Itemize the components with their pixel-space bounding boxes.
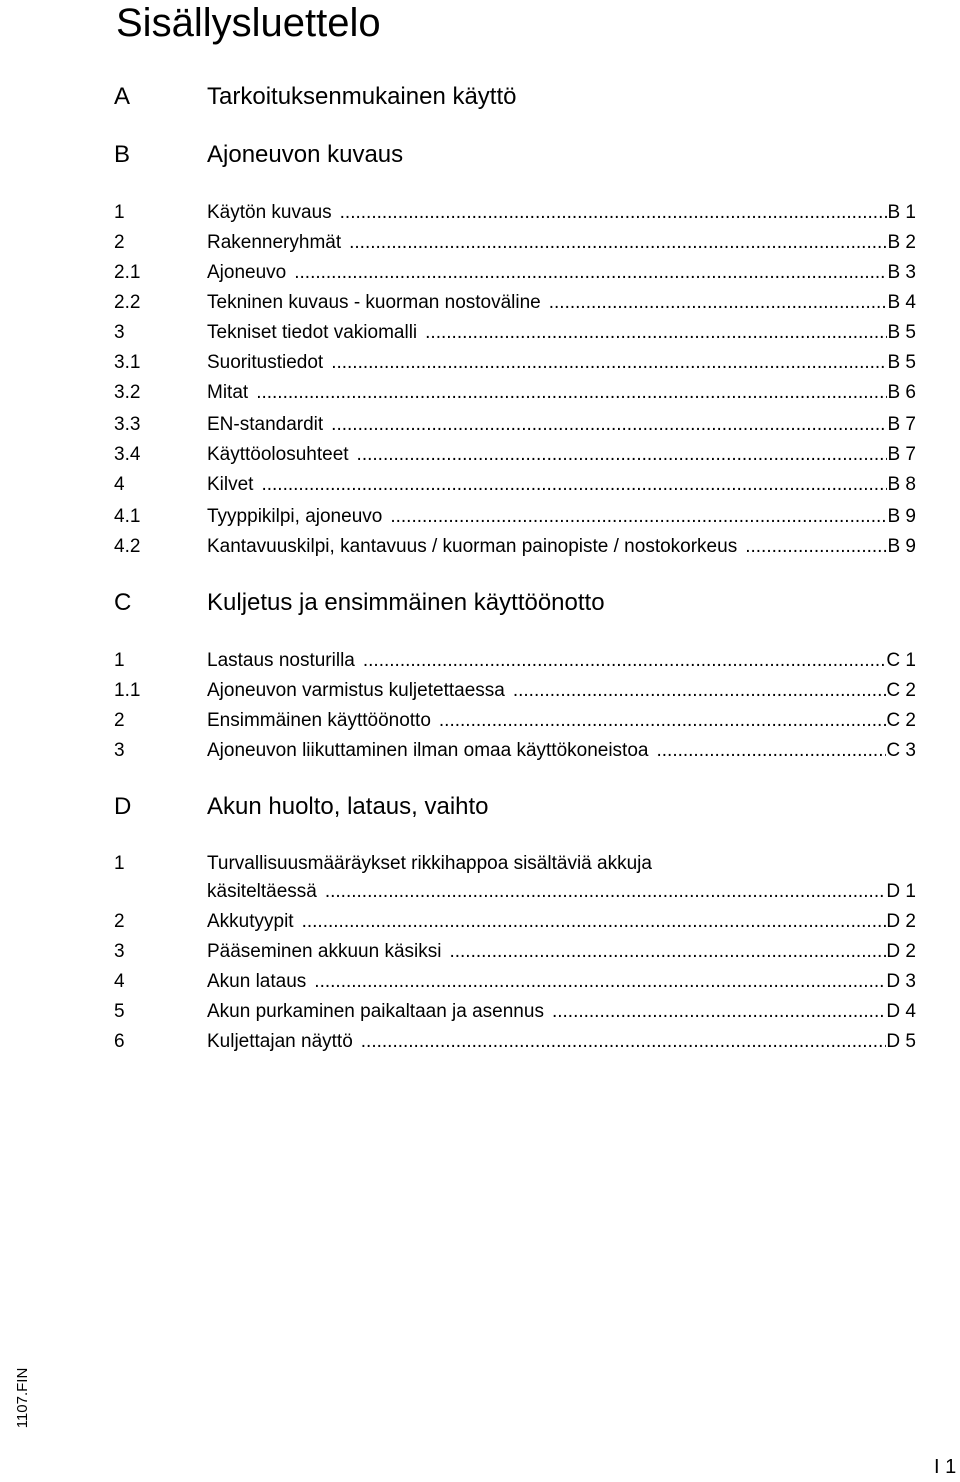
dot-leader xyxy=(737,532,887,562)
entry-label: Käytön kuvaus xyxy=(207,202,332,223)
entry-number: 2.2 xyxy=(114,292,141,313)
entry-page: B 9 xyxy=(887,506,916,527)
entry-label: Tekninen kuvaus - kuorman nostoväline xyxy=(207,292,541,313)
entry-page: C 1 xyxy=(886,650,916,671)
entry-label: Mitat xyxy=(207,382,249,403)
toc-entry[interactable] xyxy=(114,288,916,318)
toc-entry[interactable] xyxy=(114,440,916,470)
toc-entry[interactable] xyxy=(114,967,916,997)
entry-number: 3 xyxy=(114,941,125,962)
entry-number: 4.1 xyxy=(114,506,141,527)
section-b-heading xyxy=(114,140,916,170)
dot-leader xyxy=(306,967,886,997)
section-title: Kuljetus ja ensimmäinen käyttöönotto xyxy=(207,589,605,616)
toc-entry[interactable] xyxy=(114,502,916,532)
dot-leader xyxy=(417,318,887,348)
entry-number: 3 xyxy=(114,322,125,343)
entry-number: 3.3 xyxy=(114,414,141,435)
page-title: Sisällysluettelo xyxy=(116,1,381,45)
toc-entry[interactable] xyxy=(114,907,916,937)
entry-number: 2.1 xyxy=(114,262,141,283)
section-letter: C xyxy=(114,589,132,616)
entry-label: Kuljettajan näyttö xyxy=(207,1031,353,1052)
entry-number: 4.2 xyxy=(114,536,141,557)
dot-leader xyxy=(431,706,887,736)
dot-leader xyxy=(341,228,887,258)
entry-page: D 5 xyxy=(886,1031,916,1052)
entry-label: EN-standardit xyxy=(207,414,324,435)
entry-page: B 3 xyxy=(887,262,916,283)
toc-entry[interactable] xyxy=(114,228,916,258)
toc-entry[interactable] xyxy=(114,378,916,408)
entry-number: 3.4 xyxy=(114,444,141,465)
dot-leader xyxy=(349,440,888,470)
entry-label: Käyttöolosuhteet xyxy=(207,444,349,465)
dot-leader xyxy=(541,288,888,318)
section-d-heading xyxy=(114,792,916,822)
entry-number: 2 xyxy=(114,911,125,932)
entry-label: Tyyppikilpi, ajoneuvo xyxy=(207,506,383,527)
dot-leader xyxy=(248,378,887,408)
entry-label: Ajoneuvo xyxy=(207,262,287,283)
section-letter: A xyxy=(114,83,131,110)
toc-entry[interactable] xyxy=(114,198,916,228)
toc-entry[interactable] xyxy=(114,258,916,288)
entry-label: Akun lataus xyxy=(207,971,307,992)
dot-leader xyxy=(253,470,887,500)
toc-entry[interactable] xyxy=(114,532,916,562)
entry-number: 1 xyxy=(114,853,125,874)
entry-label: Tekniset tiedot vakiomalli xyxy=(207,322,418,343)
section-a-heading xyxy=(114,82,916,112)
dot-leader xyxy=(505,676,887,706)
dot-leader xyxy=(441,937,886,967)
toc-entry[interactable] xyxy=(114,318,916,348)
entry-page: C 2 xyxy=(886,680,916,701)
entry-number: 5 xyxy=(114,1001,125,1022)
section-letter: D xyxy=(114,793,132,820)
entry-number: 6 xyxy=(114,1031,125,1052)
entry-page: B 1 xyxy=(887,202,916,223)
dot-leader xyxy=(323,410,887,440)
section-title: Ajoneuvon kuvaus xyxy=(207,141,404,168)
dot-leader xyxy=(648,736,886,766)
entry-page: B 6 xyxy=(887,382,916,403)
entry-page: B 5 xyxy=(887,352,916,373)
entry-label: Ensimmäinen käyttöönotto xyxy=(207,710,431,731)
toc-entry[interactable] xyxy=(114,736,916,766)
toc-entry[interactable] xyxy=(114,997,916,1027)
dot-leader xyxy=(317,877,887,907)
toc-entry[interactable] xyxy=(114,706,916,736)
toc-entry[interactable] xyxy=(114,849,916,907)
section-c-heading xyxy=(114,588,916,618)
entry-page: B 9 xyxy=(887,536,916,557)
dot-leader xyxy=(544,997,886,1027)
dot-leader xyxy=(323,348,887,378)
toc-entry[interactable] xyxy=(114,410,916,440)
dot-leader xyxy=(332,198,888,228)
entry-label: käsiteltäessä xyxy=(207,881,317,902)
entry-label: Ajoneuvon varmistus kuljetettaessa xyxy=(207,680,505,701)
entry-page: C 3 xyxy=(886,740,916,761)
entry-label-line1: Turvallisuusmääräykset rikkihappoa sisältäviä akkuja xyxy=(207,853,652,874)
entry-page: B 7 xyxy=(887,444,916,465)
toc-entry[interactable] xyxy=(114,676,916,706)
entry-label: Rakenneryhmät xyxy=(207,232,342,253)
entry-number: 1 xyxy=(114,650,125,671)
section-title: Akun huolto, lataus, vaihto xyxy=(207,793,489,820)
entry-page: D 2 xyxy=(886,941,916,962)
entry-label: Pääseminen akkuun käsiksi xyxy=(207,941,442,962)
entry-number: 3.2 xyxy=(114,382,141,403)
entry-number: 4 xyxy=(114,474,125,495)
entry-number: 1.1 xyxy=(114,680,141,701)
section-title: Tarkoituksenmukainen käyttö xyxy=(207,83,517,110)
section-letter: B xyxy=(114,141,131,168)
entry-label: Suoritustiedot xyxy=(207,352,324,373)
entry-number: 3.1 xyxy=(114,352,141,373)
entry-page: D 4 xyxy=(886,1001,916,1022)
dot-leader xyxy=(353,1027,887,1057)
dot-leader xyxy=(294,907,887,937)
entry-number: 3 xyxy=(114,740,125,761)
toc-entry[interactable] xyxy=(114,646,916,676)
entry-label: Ajoneuvon liikuttaminen ilman omaa käyttökoneistoa xyxy=(207,740,649,761)
page-number: I 1 xyxy=(934,1456,957,1478)
entry-page: C 2 xyxy=(886,710,916,731)
entry-page: B 2 xyxy=(887,232,916,253)
toc-entry[interactable] xyxy=(114,470,916,500)
entry-page: D 3 xyxy=(886,971,916,992)
entry-label: Kantavuuskilpi, kantavuus / kuorman painopiste / nostokorkeus xyxy=(207,536,738,557)
entry-label: Kilvet xyxy=(207,474,254,495)
dot-leader xyxy=(355,646,887,676)
entry-page: B 5 xyxy=(887,322,916,343)
entry-page: B 7 xyxy=(887,414,916,435)
entry-page: B 8 xyxy=(887,474,916,495)
entry-number: 4 xyxy=(114,971,125,992)
entry-number: 2 xyxy=(114,232,125,253)
entry-label: Akun purkaminen paikaltaan ja asennus xyxy=(207,1001,544,1022)
entry-page: B 4 xyxy=(887,292,916,313)
document-code: 1107.FIN xyxy=(14,1367,31,1429)
entry-label: Lastaus nosturilla xyxy=(207,650,355,671)
entry-number: 1 xyxy=(114,202,125,223)
toc-entry[interactable] xyxy=(114,937,916,967)
entry-page: D 1 xyxy=(886,881,916,902)
entry-number: 2 xyxy=(114,710,125,731)
entry-page: D 2 xyxy=(886,911,916,932)
dot-leader xyxy=(382,502,887,532)
toc-entry[interactable] xyxy=(114,1027,916,1057)
entry-label: Akkutyypit xyxy=(207,911,294,932)
toc-entry[interactable] xyxy=(114,348,916,378)
dot-leader xyxy=(286,258,887,288)
